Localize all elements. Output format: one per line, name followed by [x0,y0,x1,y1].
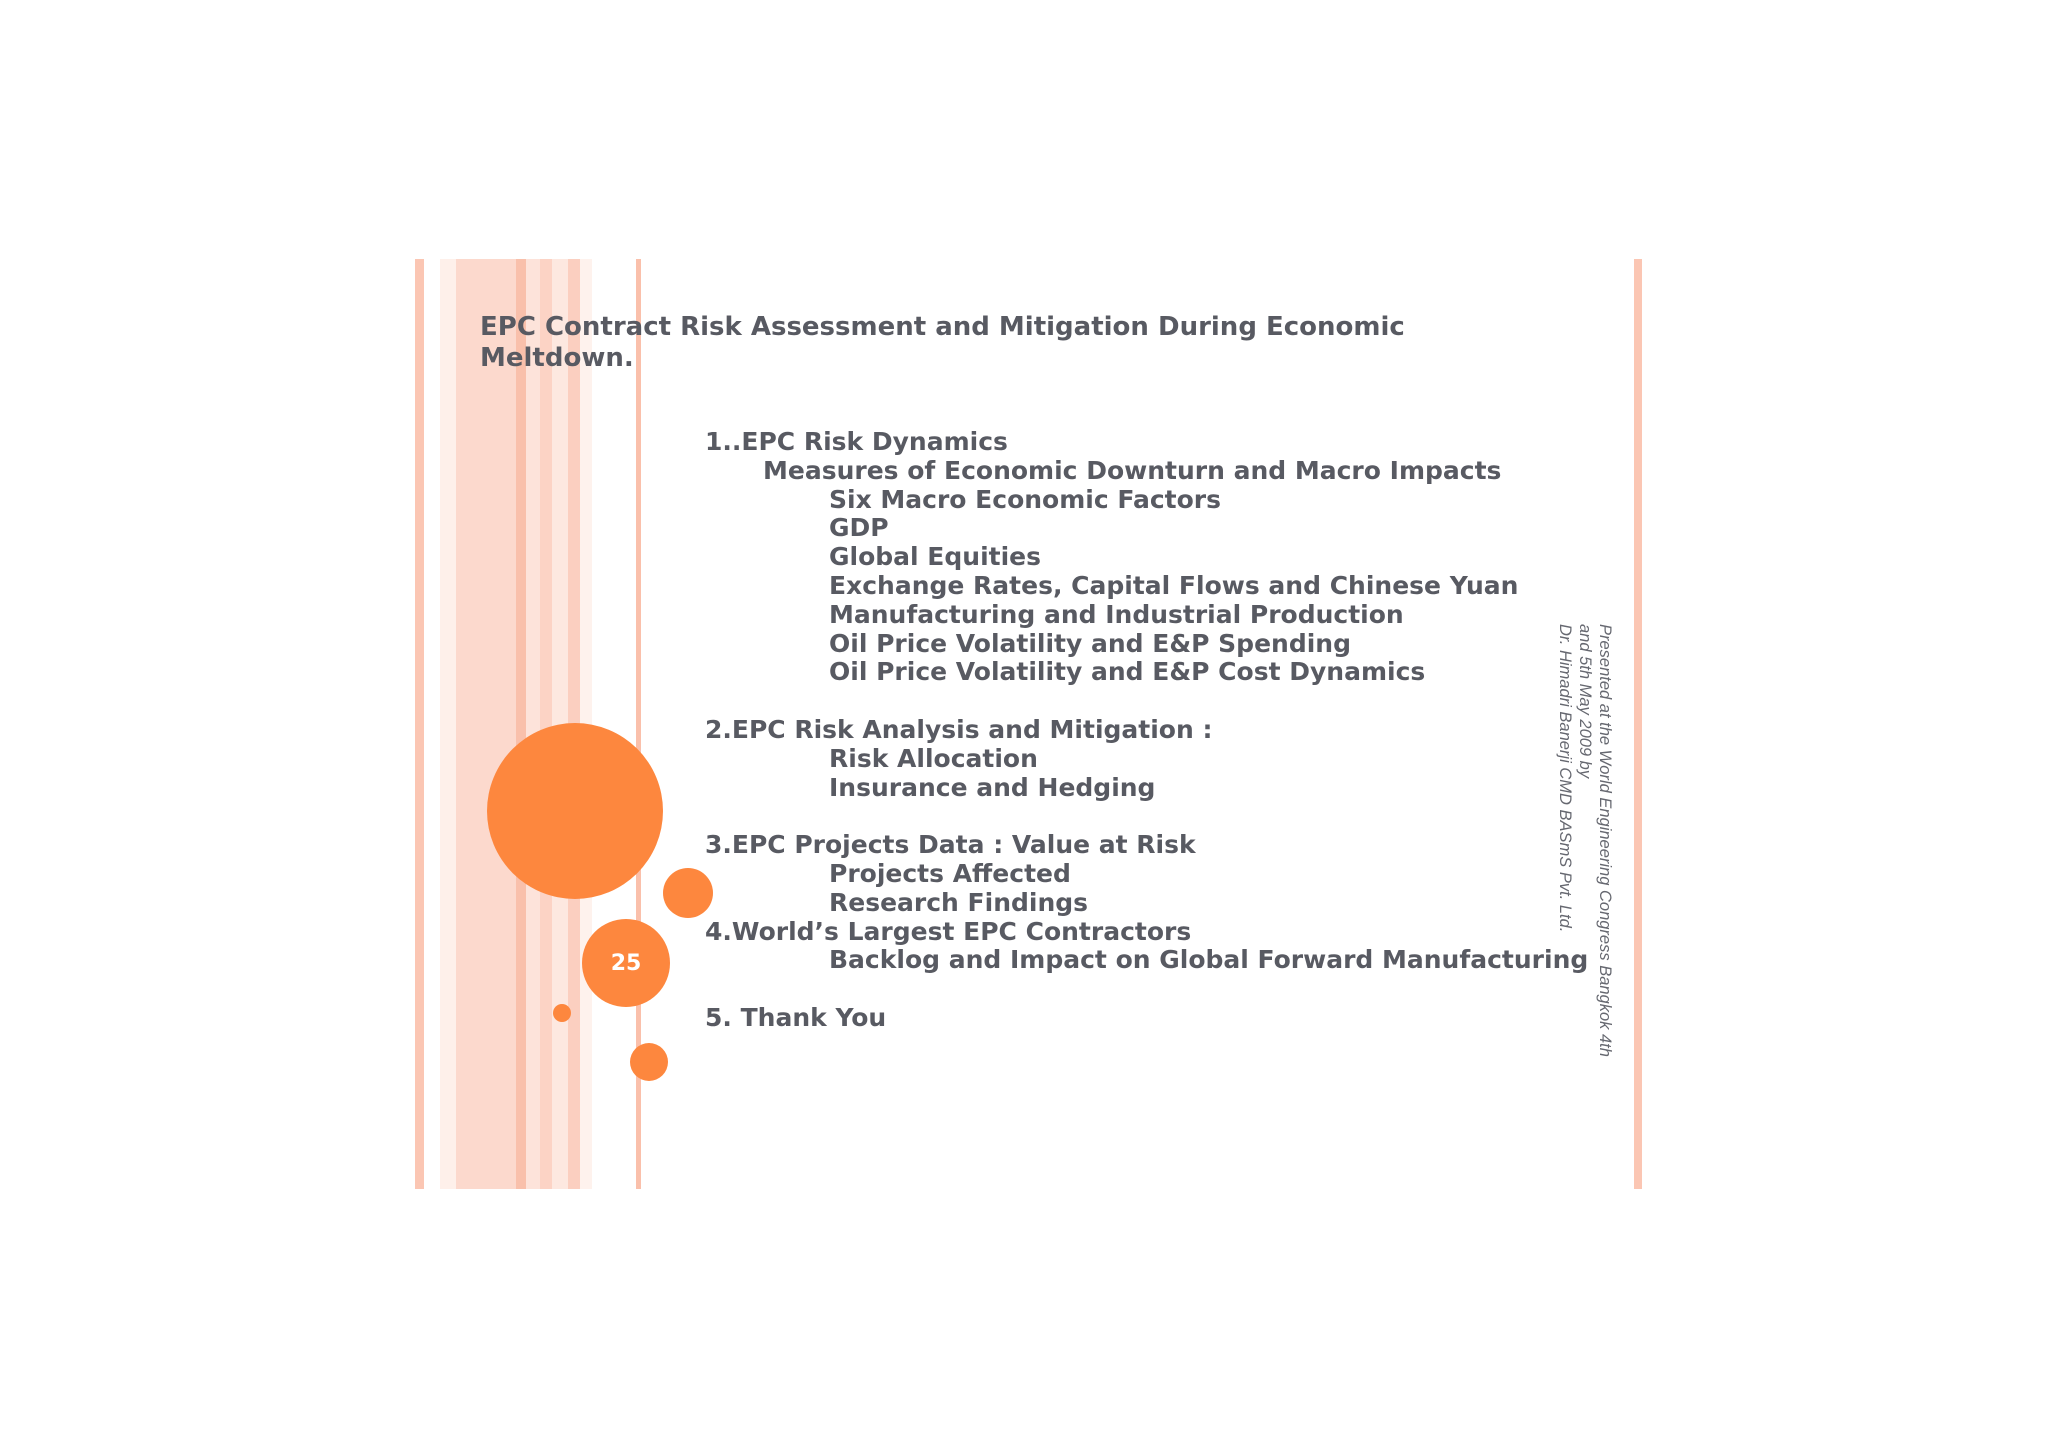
agenda-item: GDP [829,513,889,543]
agenda-spacer [705,802,1588,831]
agenda-item: Oil Price Volatility and E&P Spending [829,628,1351,658]
slide-title [480,312,1440,374]
presenter-note [1555,624,1615,1084]
agenda-item: Measures of Economic Downturn and Macro Impacts [763,455,1502,485]
agenda-item: Manufacturing and Industrial Production [829,599,1404,629]
small-circle-decoration-2 [630,1043,668,1081]
large-circle-decoration [487,723,663,899]
agenda-item: Oil Price Volatility and E&P Cost Dynamics [829,657,1426,687]
agenda-item: 5. Thank You [705,1002,887,1032]
agenda-spacer [705,687,1588,716]
slide-title-line2: Meltdown. [480,343,634,373]
agenda-item: Six Macro Economic Factors [829,484,1222,514]
presenter-note-line3: Dr. Himadri Banerji CMD BASmS Pvt. Ltd. [1556,624,1574,933]
agenda-item: Research Findings [829,887,1089,917]
agenda-item: Exchange Rates, Capital Flows and Chinese Yuan [829,570,1519,600]
agenda-item: Insurance and Hedging [829,772,1156,802]
agenda-item: 2.EPC Risk Analysis and Mitigation : [705,714,1213,744]
agenda-item: Backlog and Impact on Global Forward Manufacturing [829,945,1589,975]
agenda-item: 1..EPC Risk Dynamics [705,427,1008,456]
page-number: 25 [610,950,642,976]
presenter-note-line1: Presented at the World Engineering Congress Bangkok 4th [1596,624,1614,1057]
agenda-item: Global Equities [829,542,1041,572]
slide-title-line1: EPC Contract Risk Assessment and Mitigation During Economic [480,312,1405,342]
agenda-list [705,428,1588,1033]
agenda-item: Projects Affected [829,858,1071,888]
agenda-item: 3.EPC Projects Data : Value at Risk [705,830,1196,860]
presenter-note-line2: and 5th May 2009 by [1576,624,1594,779]
agenda-item: 4.World’s Largest EPC Contractors [705,916,1192,946]
small-circle-decoration [553,1004,571,1022]
agenda-spacer [705,975,1588,1004]
agenda-item: Risk Allocation [829,743,1038,773]
